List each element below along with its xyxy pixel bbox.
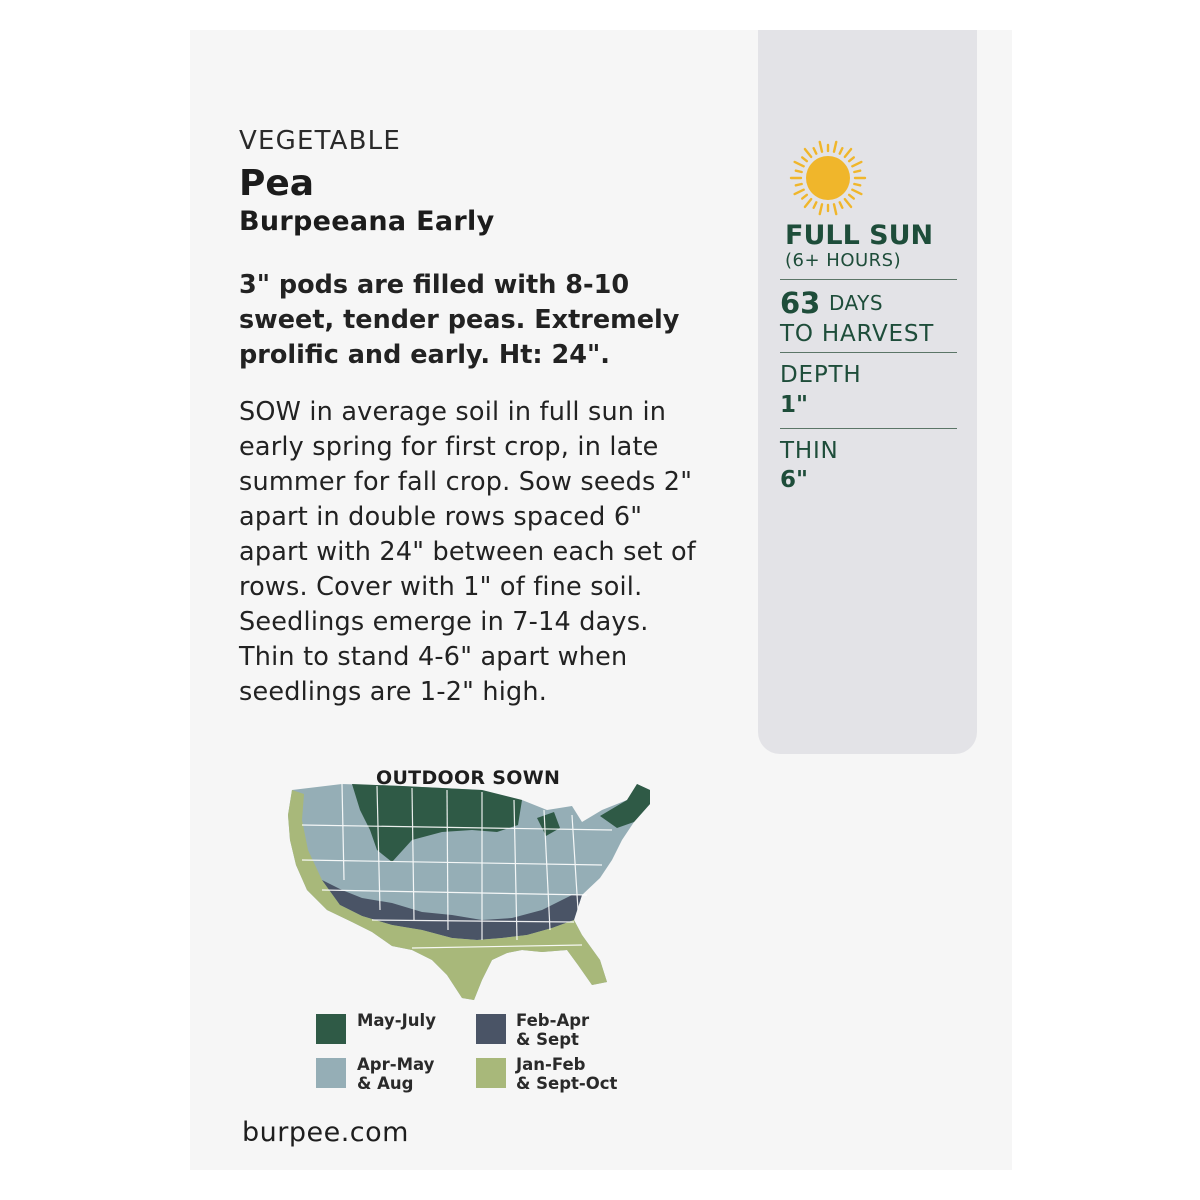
map-title: OUTDOOR SOWN	[376, 767, 561, 789]
depth-label: DEPTH	[780, 362, 862, 388]
sowing-instructions: SOW in average soil in full sun in early spring for first crop, in late summer for fall crop. Sow seeds 2" apart in double rows spaced 6" apart with 24" between each set of rows. Cover with 1" of fine soil. Seedlings emerge in 7-14 days. Thin to stand 4-6" apart when seedlings are 1-2" high.	[239, 397, 696, 707]
legend-swatch-apr-may	[316, 1058, 346, 1088]
website-link[interactable]: burpee.com	[242, 1117, 409, 1148]
legend-swatch-feb-apr	[476, 1014, 506, 1044]
legend-label-may-july: May-July	[357, 1011, 436, 1030]
us-sowing-map	[282, 770, 657, 1010]
plant-name: Pea	[239, 163, 315, 204]
legend-label-jan-feb: Jan-Feb & Sept-Oct	[516, 1055, 618, 1093]
sun-requirement: FULL SUN	[785, 220, 934, 251]
sun-hours: (6+ HOURS)	[785, 250, 902, 271]
legend-label-feb-apr: Feb-Apr & Sept	[516, 1011, 590, 1049]
depth-value: 1"	[780, 392, 808, 418]
days-unit: DAYS	[829, 291, 884, 315]
legend-label-apr-may: Apr-May & Aug	[357, 1055, 435, 1093]
divider	[780, 279, 957, 280]
thin-label: THIN	[780, 438, 839, 464]
harvest-label: TO HARVEST	[780, 321, 935, 347]
legend-swatch-jan-feb	[476, 1058, 506, 1088]
legend-swatch-may-july	[316, 1014, 346, 1044]
divider	[780, 428, 957, 429]
days-to-harvest-number: 63	[780, 286, 821, 320]
thin-value: 6"	[780, 467, 808, 493]
sun-icon	[788, 138, 868, 218]
plant-description: 3" pods are filled with 8-10 sweet, tender peas. Extremely prolific and early. Ht: 24".	[239, 270, 680, 370]
divider	[780, 352, 957, 353]
category-label: VEGETABLE	[239, 126, 401, 156]
variety-name: Burpeeana Early	[239, 206, 495, 237]
